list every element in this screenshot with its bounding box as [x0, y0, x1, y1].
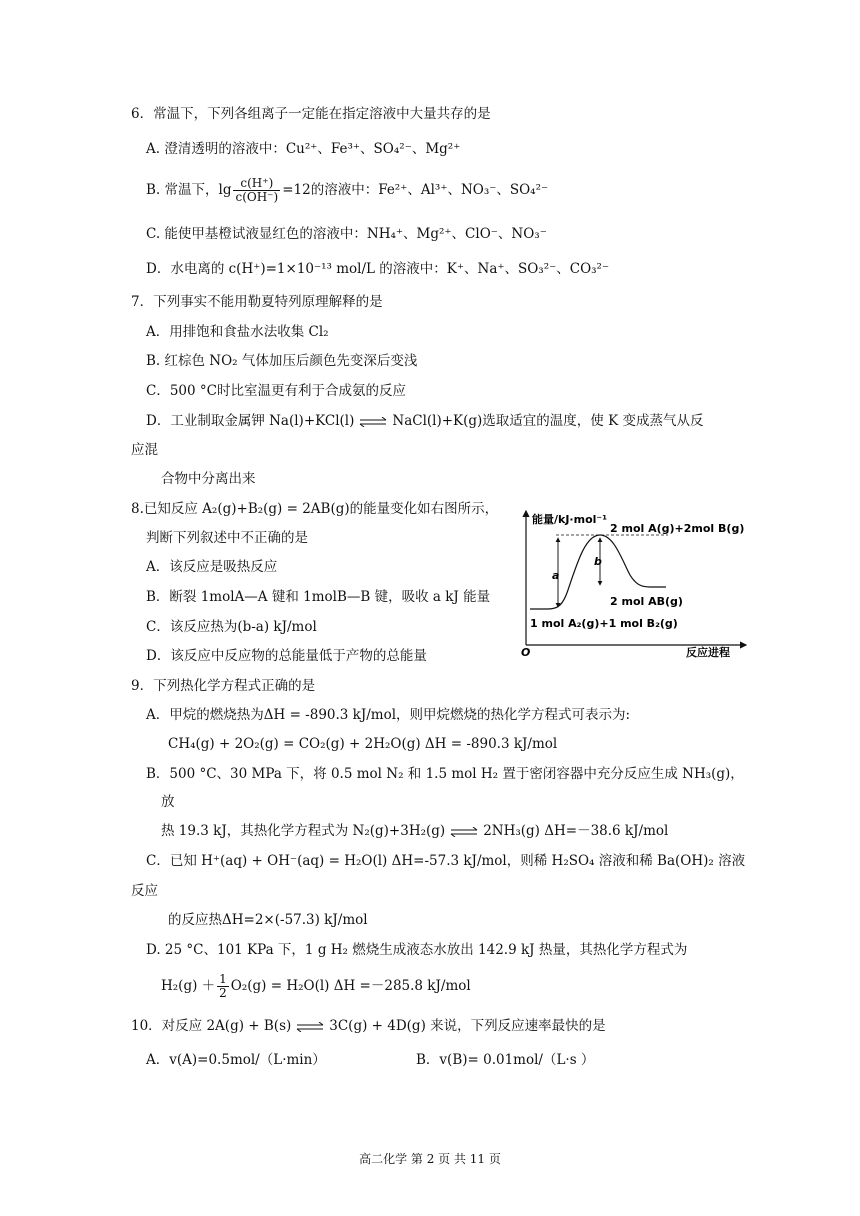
q10-suffix: 3C(g) + 4D(g) 来说，下列反应速率最快的是: [329, 1018, 606, 1034]
q6-b-prefix: B. 常温下，lg: [146, 182, 232, 198]
q7-option-d: [146, 412, 703, 430]
q9-b-suffix: 2NH₃(g) ΔH=－38.6 kJ/mol: [483, 823, 669, 839]
q7-d-continuation-1: 应混: [131, 442, 158, 458]
reactant-level-label: 1 mol A₂(g)+1 mol B₂(g): [530, 617, 678, 630]
q9-option-b-continuation: 放: [161, 794, 175, 810]
q9-d-suffix: O₂(g) = H₂O(l) ΔH =－285.8 kJ/mol: [230, 978, 471, 994]
q6-b-denominator: c(OH⁻): [235, 190, 279, 204]
q6-b-numerator: c(H⁺): [233, 177, 280, 191]
q10-stem: [131, 1017, 606, 1035]
q9-d-numerator: 1: [219, 972, 227, 986]
q6-option-b: [146, 172, 548, 208]
q8-option-b: B．断裂 1molA—A 键和 1molB—B 键，吸收 a kJ 能量: [146, 589, 491, 605]
q6-option-a: A. 澄清透明的溶液中：Cu²⁺、Fe³⁺、SO₄²⁻、Mg²⁺: [146, 141, 461, 157]
q7-d-continuation-2: 合物中分离出来: [161, 471, 256, 487]
b-label: b: [594, 555, 602, 568]
page-footer: 高二化学 第 2 页 共 11 页: [359, 1152, 501, 1166]
q8-option-c: C．该反应热为(b-a) kJ/mol: [146, 619, 317, 635]
q9-option-b-line1: B．500 °C、30 MPa 下，将 0.5 mol N₂ 和 1.5 mol H₂ 置于密闭容器中充分反应生成 NH₃(g)，: [146, 766, 744, 782]
top-level-label: 2 mol A(g)+2mol B(g): [610, 522, 745, 535]
q7-option-a: A．用排饱和食盐水法收集 Cl₂: [146, 324, 329, 340]
equilibrium-arrow-icon: [295, 1022, 325, 1032]
q10-option-b: B．v(B)= 0.01mol/（L·s ）: [416, 1052, 595, 1068]
energy-diagram: [518, 505, 758, 660]
q9-option-c-line1: C．已知 H⁺(aq) + OH⁻(aq) = H₂O(l) ΔH=-57.3 kJ/mol，则稀 H₂SO₄ 溶液和稀 Ba(OH)₂ 溶液: [146, 853, 746, 869]
q6-stem: 6．常温下，下列各组离子一定能在指定溶液中大量共存的是: [131, 106, 491, 122]
equilibrium-arrow-icon: [449, 827, 479, 837]
q8-stem-line2: 判断下列叙述中不正确的是: [146, 530, 308, 546]
q7-d-prefix: D．工业制取金属钾 Na(l)+KCl(l): [146, 413, 355, 429]
q7-option-b: B. 红棕色 NO₂ 气体加压后颜色先变深后变浅: [146, 353, 418, 369]
q7-stem: 7．下列事实不能用勒夏特列原理解释的是: [131, 294, 383, 310]
product-level-label: 2 mol AB(g): [610, 595, 683, 608]
q6-b-fraction: [233, 177, 280, 204]
q7-d-suffix: NaCl(l)+K(g)选取适宜的温度，使 K 变成蒸气从反: [392, 413, 704, 429]
q9-option-d-line1: D. 25 °C、101 KPa 下，1 g H₂ 燃烧生成液态水放出 142.9 kJ 热量，其热化学方程式为: [146, 942, 688, 958]
origin-label: O: [521, 646, 531, 659]
q9-stem: 9．下列热化学方程式正确的是: [131, 678, 316, 694]
q9-option-b-line2: [161, 822, 668, 840]
equilibrium-arrow-icon: [358, 417, 388, 427]
q8-stem-line1: 8.已知反应 A₂(g)+B₂(g) = 2AB(g)的能量变化如右图所示，: [131, 501, 499, 517]
q9-d-denominator: 2: [219, 986, 227, 1000]
q8-option-a: A．该反应是吸热反应: [146, 559, 278, 575]
a-label: a: [552, 569, 560, 582]
q9-option-c-continuation: 反应: [131, 883, 158, 899]
q9-d-fraction: [217, 973, 229, 1000]
q8-option-d: D．该反应中反应物的总能量低于产物的总能量: [146, 648, 427, 664]
q9-option-a-line2: CH₄(g) + 2O₂(g) = CO₂(g) + 2H₂O(g) ΔH = -890.3 kJ/mol: [168, 736, 558, 752]
q9-option-d-line2: [161, 968, 471, 1004]
q9-b-prefix: 热 19.3 kJ，其热化学方程式为 N₂(g)+3H₂(g): [161, 823, 446, 839]
q9-option-a-line1: A．甲烷的燃烧热为ΔH = -890.3 kJ/mol，则甲烷燃烧的热化学方程式可表示为:: [146, 707, 631, 723]
q7-option-c: C．500 °C时比室温更有利于合成氨的反应: [146, 383, 406, 399]
q6-option-d: D．水电离的 c(H⁺)=1×10⁻¹³ mol/L 的溶液中：K⁺、Na⁺、SO₃²⁻、CO₃²⁻: [146, 261, 610, 277]
q9-option-c-line2: 的反应热ΔH=2×(-57.3) kJ/mol: [168, 912, 368, 928]
x-axis-label: 反应进程: [686, 646, 730, 659]
q10-prefix: 10．对反应 2A(g) + B(s): [131, 1018, 292, 1034]
q10-option-a: A．v(A)=0.5mol/（L·min）: [146, 1052, 326, 1068]
q6-option-c: C. 能使甲基橙试液显红色的溶液中：NH₄⁺、Mg²⁺、ClO⁻、NO₃⁻: [146, 226, 547, 242]
q6-b-suffix: =12的溶液中：Fe²⁺、Al³⁺、NO₃⁻、SO₄²⁻: [282, 182, 549, 198]
y-axis-label: 能量/kJ·mol⁻¹: [532, 513, 608, 526]
q9-d-prefix: H₂(g) ＋: [161, 978, 216, 994]
